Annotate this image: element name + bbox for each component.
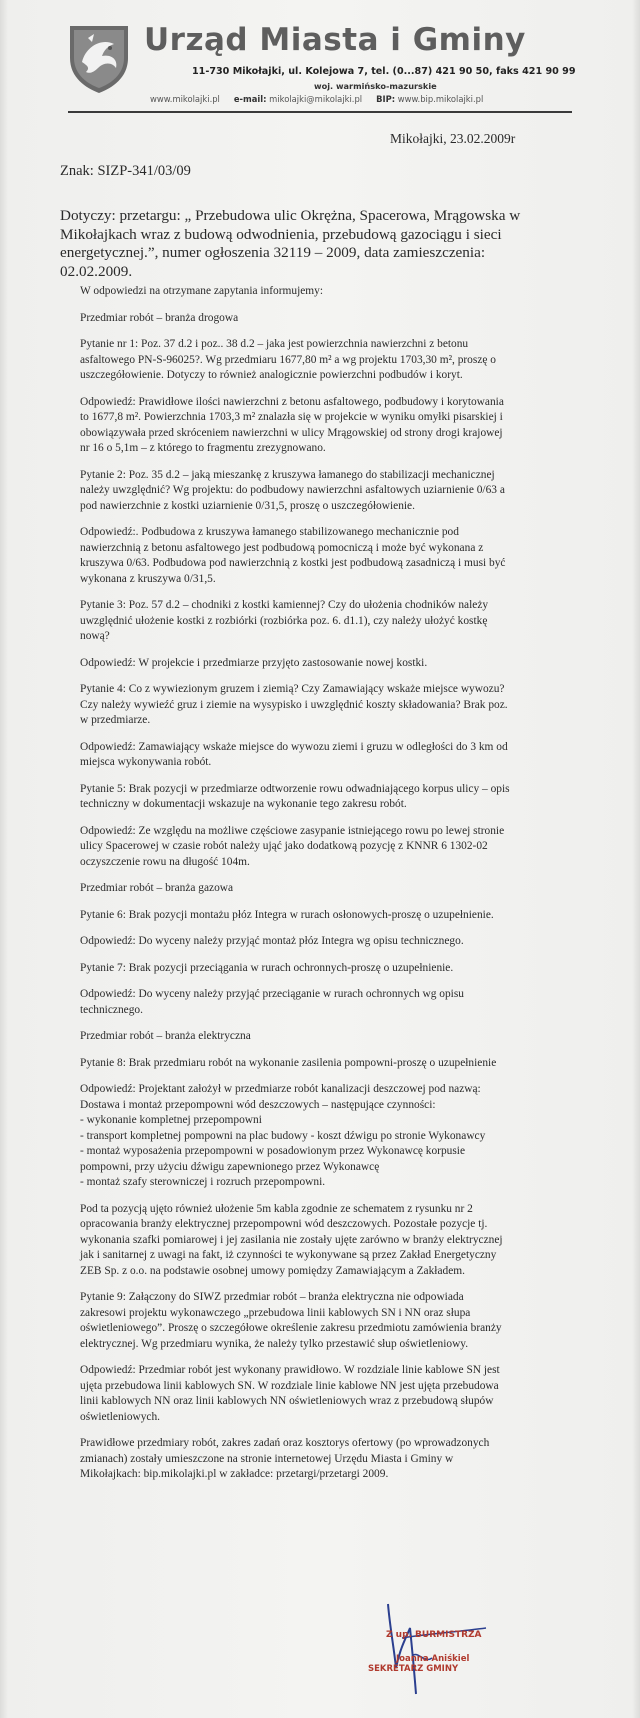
text-line: Przedmiar robót – branża gazowa xyxy=(80,882,234,894)
email-label: e-mail: xyxy=(233,94,267,104)
text-line: Odpowiedź: Ze względu na możliwe częściowe zasypanie istniejącego rowu po lewej stronie xyxy=(80,824,505,837)
text-line: Pod ta pozycją ujęto również ułożenie 5m kabla zgodnie ze schematem z rysunku nr 2 xyxy=(80,1202,473,1215)
stamp-title: Z up. BURMISTRZA xyxy=(386,1630,482,1640)
text-line: w przedmiarze. xyxy=(80,714,151,726)
text-line: Pytanie 8: Brak przedmiaru robót na wykonanie zasilenia pompowni-proszę o uzupełnienie xyxy=(80,1056,497,1069)
text-line: - montaż szafy sterowniczej i rozruch przepompowni. xyxy=(80,1176,326,1188)
text-line: asfaltowego PN-S-96025?. Wg przedmiaru 1677,80 m² a wg projektu 1703,30 m², proszę o xyxy=(80,353,496,366)
text-line: ZEB Sp. z o.o. na podstawie osobnej umowy pomiędzy Zamawiającym a Zakładem. xyxy=(80,1264,465,1277)
text-line: - wykonanie kompletnej przepompowni xyxy=(80,1114,262,1126)
handwritten-signature-icon xyxy=(366,1598,536,1708)
text-line: Przedmiar robót – branża drogowa xyxy=(80,311,239,324)
text-line: obowiązywała przed skróceniem nawierzchni w ulicy Mrągowskiej od strony drogi krajowej xyxy=(80,426,503,439)
text-line: ulicy Spacerowej w czasie robót należy ująć jako dodatkową pozycję z KNNR 6 1302-02 xyxy=(80,840,488,852)
text-line: elektrycznej. Wg przedmiaru wynika, że należy tylko przestawić słup oświetleniowy. xyxy=(80,1337,469,1350)
subject-line: Dotyczy: przetargu: „ Przebudowa ulic Okrężna, Spacerowa, Mrągowska w xyxy=(60,207,521,224)
question-paragraph xyxy=(80,468,570,515)
text-line: Odpowiedź: Przedmiar robót jest wykonany prawidłowo. W rozdziale linie kablowe SN jest xyxy=(80,1364,500,1376)
closing-paragraph xyxy=(80,1436,570,1483)
website-link[interactable]: www.mikolajki.pl xyxy=(150,94,220,104)
text-line: Pytanie 4: Co z wywiezionym gruzem i ziemią? Czy Zamawiający wskaże miejsce wywozu? xyxy=(80,683,505,695)
text-line: zmianach) zostały umieszczone na stronie internetowej Urzędu Miasta i Gminy w xyxy=(80,1452,454,1465)
reference-number: Znak: SIZP-341/03/09 xyxy=(60,163,191,179)
text-line: Odpowiedź: Zamawiający wskaże miejsce do wywozu ziemi i gruzu w odległości do 3 km od xyxy=(80,740,508,753)
text-line: Przedmiar robót – branża elektryczna xyxy=(80,1030,251,1042)
text-line: uszczegółowienie. Dotyczy to również analogicznie powierzchni podbudów i koryt. xyxy=(80,369,463,381)
email-link[interactable]: mikolajki@mikolajki.pl xyxy=(269,94,363,104)
header-divider xyxy=(68,111,572,113)
bip-label: BIP: xyxy=(376,94,396,104)
text-line: techniczny w dokumentacji wskazuje na wykonanie tego zakresu robót. xyxy=(80,798,407,810)
answer-paragraph xyxy=(80,1202,570,1280)
question-paragraph xyxy=(80,908,570,924)
letterhead xyxy=(68,22,576,112)
text-line: kruszywa 0/63. Podbudowa pod nawierzchnią z kostki jest podbudową zasadniczą i musi być xyxy=(80,557,506,569)
text-line: nawierzchnią z betonu asfaltowego jest podbudową pomocniczą i może być wykonana z xyxy=(80,541,484,554)
text-line: Pytanie 7: Brak pozycji przeciągania w rurach ochronnych-proszę o uzupełnienie. xyxy=(80,961,454,974)
text-line: Pytanie 2: Poz. 35 d.2 – jaką mieszankę z kruszywa łamanego do stabilizacji mechanicznej xyxy=(80,468,495,481)
text-line: linii kablowych NN oraz linii kablowych NN oświetleniowych wraz z przebudową słupów xyxy=(80,1395,494,1407)
text-line: Pytanie 9: Załączony do SIWZ przedmiar robót – branża elektryczna nie odpowiada xyxy=(80,1291,464,1303)
text-line: - montaż wyposażenia przepompowni w posadowionym przez Wykonawcę korpusie xyxy=(80,1145,466,1157)
text-line: nową? xyxy=(80,630,110,642)
question-paragraph xyxy=(80,682,570,729)
text-line: zakresowi projektu wykonawczego „przebudowa linii kablowych SN i NN oraz słupa xyxy=(80,1306,471,1319)
question-paragraph xyxy=(80,598,570,645)
answer-paragraph xyxy=(80,656,570,672)
stamp-name: Joanna Aniśkiel xyxy=(396,1654,470,1664)
text-line: W odpowiedzi na otrzymane zapytania informujemy: xyxy=(80,285,324,297)
text-line: Odpowiedź: Prawidłowe ilości nawierzchni z betonu asfaltowego, podbudowy i korytowania xyxy=(80,395,504,408)
question-paragraph xyxy=(80,337,570,384)
stamp-position: SEKRETARZ GMINY xyxy=(368,1664,459,1674)
text-line: pod nawierzchnie z kostki uziarnienie 0/31,5, proszę o uszczegółowienie. xyxy=(80,499,415,512)
text-line: jak i sanitarnej z uwagi na fakt, iż czynności te wykonywane są przez Zakład Energetyczny xyxy=(80,1249,497,1261)
text-line: Pytanie 6: Brak pozycji montażu płóz Integra w rurach osłonowych-proszę o uzupełnienie. xyxy=(80,908,494,921)
coat-of-arms-icon xyxy=(68,24,130,94)
text-line: oświetleniowego”. Proszę o szczegółowe określenie zakresu przedmiotu zamówienia branży xyxy=(80,1322,502,1334)
text-line: nr 16 o 5,1m – z którego to fragmentu zrezygnowano. xyxy=(80,442,326,454)
text-line: Dostawa i montaż przepompowni wód deszczowych – następujące czynności: xyxy=(80,1098,436,1111)
text-line: Odpowiedź: W projekcie i przedmiarze przyjęto zastosowanie nowej kostki. xyxy=(80,656,428,669)
question-paragraph xyxy=(80,961,570,977)
question-paragraph xyxy=(80,1290,570,1352)
question-paragraph xyxy=(80,782,570,813)
subject-line: 02.02.2009. xyxy=(60,262,133,280)
text-line: oczyszczenie rowu na długość 104m. xyxy=(80,855,250,868)
subject-line: energetycznej.”, numer ogłoszenia 32119 – 2009, data zamieszczenia: xyxy=(60,244,486,261)
text-line: wykonania szafki pomiarowej i jej zasilania nie zostały ujęte zarówno w branży elektrycznej xyxy=(80,1233,503,1246)
bip-link[interactable]: www.bip.mikolajki.pl xyxy=(397,94,484,104)
text-line: wykonana z kruszywa 0/31,5. xyxy=(80,572,216,585)
text-line: miejsca wykonywania robót. xyxy=(80,756,212,768)
text-line: oświetleniowych. xyxy=(80,1410,161,1423)
intro-paragraph xyxy=(80,284,570,300)
text-line: Pytanie 3: Poz. 57 d.2 – chodniki z kostki kamiennej? Czy do ułożenia chodników należy xyxy=(80,599,489,611)
text-line: technicznego. xyxy=(80,1003,143,1016)
section-heading xyxy=(80,1029,570,1045)
text-line: Odpowiedź: Do wyceny należy przyjąć montaż płóz Integra wg opisu technicznego. xyxy=(80,935,464,947)
text-line: uwzględnić ułożenie kostki z rozbiórki (rozbiórka poz. 6. d1.1), czy należy ułożyć kostkę xyxy=(80,614,488,627)
text-line: Pytanie nr 1: Poz. 37 d.2 i poz.. 38 d.2 – jaka jest powierzchnia nawierzchni z betonu xyxy=(80,338,469,350)
text-line: Pytanie 5: Brak pozycji w przedmiarze odtworzenie rowu odwadniającego korpus ulicy – opis xyxy=(80,782,510,795)
answer-paragraph xyxy=(80,740,570,771)
office-address: 11-730 Mikołajki, ul. Kolejowa 7, tel. (0...87) 421 90 50, faks 421 90 99 xyxy=(192,66,576,77)
text-line: ujęta przebudowa linii kablowych SN. W rozdziale linie kablowe NN jest ujęta przebudowa xyxy=(80,1379,499,1392)
answer-paragraph xyxy=(80,395,570,457)
document-date: Mikołajki, 23.02.2009r xyxy=(390,131,516,146)
question-paragraph xyxy=(80,1056,570,1072)
text-line: pompowni, przy użyciu dźwigu zapewnionego przez Wykonawcę xyxy=(80,1160,380,1173)
section-heading xyxy=(80,311,570,327)
subject-block xyxy=(60,207,560,281)
answer-paragraph xyxy=(80,934,570,950)
text-line: - transport kompletnej pompowni na plac budowy - koszt dźwigu po stronie Wykonawcy xyxy=(80,1129,486,1142)
contacts-row xyxy=(150,94,568,104)
text-line: Odpowiedź: Projektant założył w przedmiarze robót kanalizacji deszczowej pod nazwą: xyxy=(80,1083,481,1095)
section-heading xyxy=(80,881,570,897)
answer-paragraph xyxy=(80,1363,570,1425)
letter-body xyxy=(80,284,570,1494)
text-line: Czy należy wywieźć gruz i ziemie na wysypisko i uwzględnić koszty składowania? Brak poz. xyxy=(80,698,508,711)
text-line: opracowania branży elektrycznej przepompowni wód deszczowych. Pozostałe pozycje tj. xyxy=(80,1218,488,1230)
answer-paragraph xyxy=(80,1082,570,1191)
text-line: to 1677,8 m². Powierzchnia 1703,3 m² znalazła się w projekcie w wyniku omyłki pisarskiej i xyxy=(80,411,503,423)
answer-paragraph xyxy=(80,824,570,871)
text-line: należy uwzględnić? Wg projektu: do podbudowy nawierzchni asfaltowych uziarnienie 0/63 a xyxy=(80,484,505,496)
text-line: Odpowiedź: Do wyceny należy przyjąć przeciąganie w rurach ochronnych wg opisu xyxy=(80,988,464,1000)
text-line: Prawidłowe przedmiary robót, zakres zadań oraz kosztorys ofertowy (po wprowadzonych xyxy=(80,1437,490,1449)
text-line: Odpowiedź:. Podbudowa z kruszywa łamanego stabilizowanego mechanicznie pod xyxy=(80,526,459,538)
signature-stamp xyxy=(366,1598,536,1708)
text-line: Mikołajkach: bip.mikolajki.pl w zakładce: przetargi/przetargi 2009. xyxy=(80,1468,389,1480)
voivodeship: woj. warmińsko-mazurskie xyxy=(314,81,437,91)
subject-line: Mikołajkach wraz z budową odwodnienia, przebudową gazociągu i sieci xyxy=(60,225,502,243)
answer-paragraph xyxy=(80,525,570,587)
answer-paragraph xyxy=(80,987,570,1018)
office-name: Urząd Miasta i Gminy xyxy=(144,22,526,58)
